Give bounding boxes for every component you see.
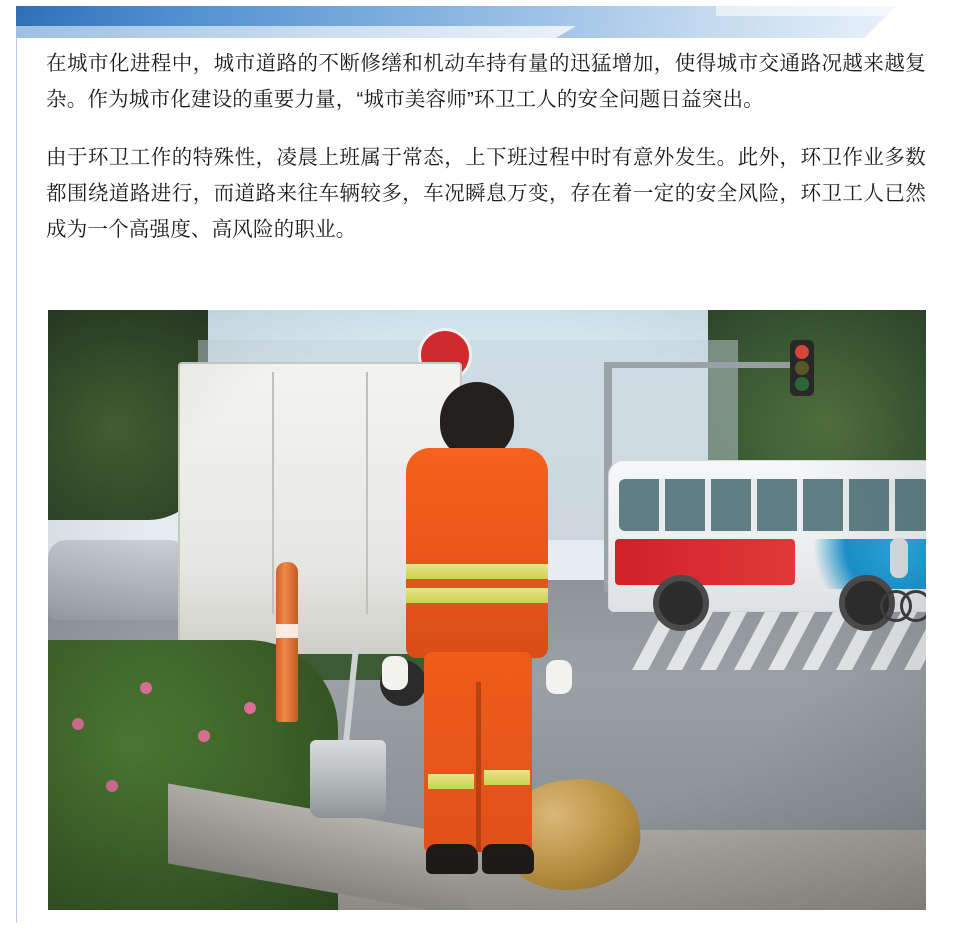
photo-traffic-light-icon	[790, 340, 814, 396]
photo-car	[48, 540, 198, 620]
photo-worker-glove-right	[546, 660, 572, 694]
photo-flower	[198, 730, 210, 742]
banner-stripe-secondary	[16, 26, 576, 38]
photo-street-sanitation-worker	[48, 310, 926, 910]
article-figure	[48, 310, 926, 910]
left-margin-rule	[16, 8, 17, 923]
photo-flower	[72, 718, 84, 730]
photo-worker-leg-seam	[476, 682, 481, 852]
photo-flower	[140, 682, 152, 694]
photo-worker-reflective-band	[406, 588, 548, 603]
photo-worker-jacket	[406, 448, 548, 658]
photo-worker-reflective-band	[406, 564, 548, 579]
photo-worker-head	[440, 382, 514, 458]
photo-worker-leg-band	[484, 770, 530, 785]
photo-signal-arm	[608, 362, 808, 368]
photo-cyclist	[886, 538, 912, 622]
paragraph-2: 由于环卫工作的特殊性，凌晨上班属于常态，上下班过程中时有意外发生。此外，环卫作业多数都围绕道路进行，而道路来往车辆较多，车况瞬息万变，存在着一定的安全风险，环卫工人已然成为一个高强度、高风险的职业。	[46, 146, 926, 241]
photo-worker-shoe-right	[482, 844, 534, 874]
photo-worker-shoe-left	[426, 844, 478, 874]
header-banner	[16, 6, 896, 38]
photo-worker-glove-left	[382, 656, 408, 690]
article-body	[46, 46, 926, 270]
photo-flower	[106, 780, 118, 792]
photo-bollard	[276, 562, 298, 722]
photo-sanitation-worker	[378, 382, 578, 902]
photo-flower	[244, 702, 256, 714]
photo-bucket	[310, 740, 386, 818]
photo-bus	[608, 460, 926, 612]
right-margin-rule	[955, 8, 956, 923]
paragraph-1: 在城市化进程中，城市道路的不断修缮和机动车持有量的迅猛增加，使得城市交通路况越来越复杂。作为城市化建设的重要力量，“城市美容师”环卫工人的安全问题日益突出。	[46, 52, 926, 111]
banner-stripe-highlight	[716, 6, 896, 16]
photo-worker-leg-band	[428, 774, 474, 789]
